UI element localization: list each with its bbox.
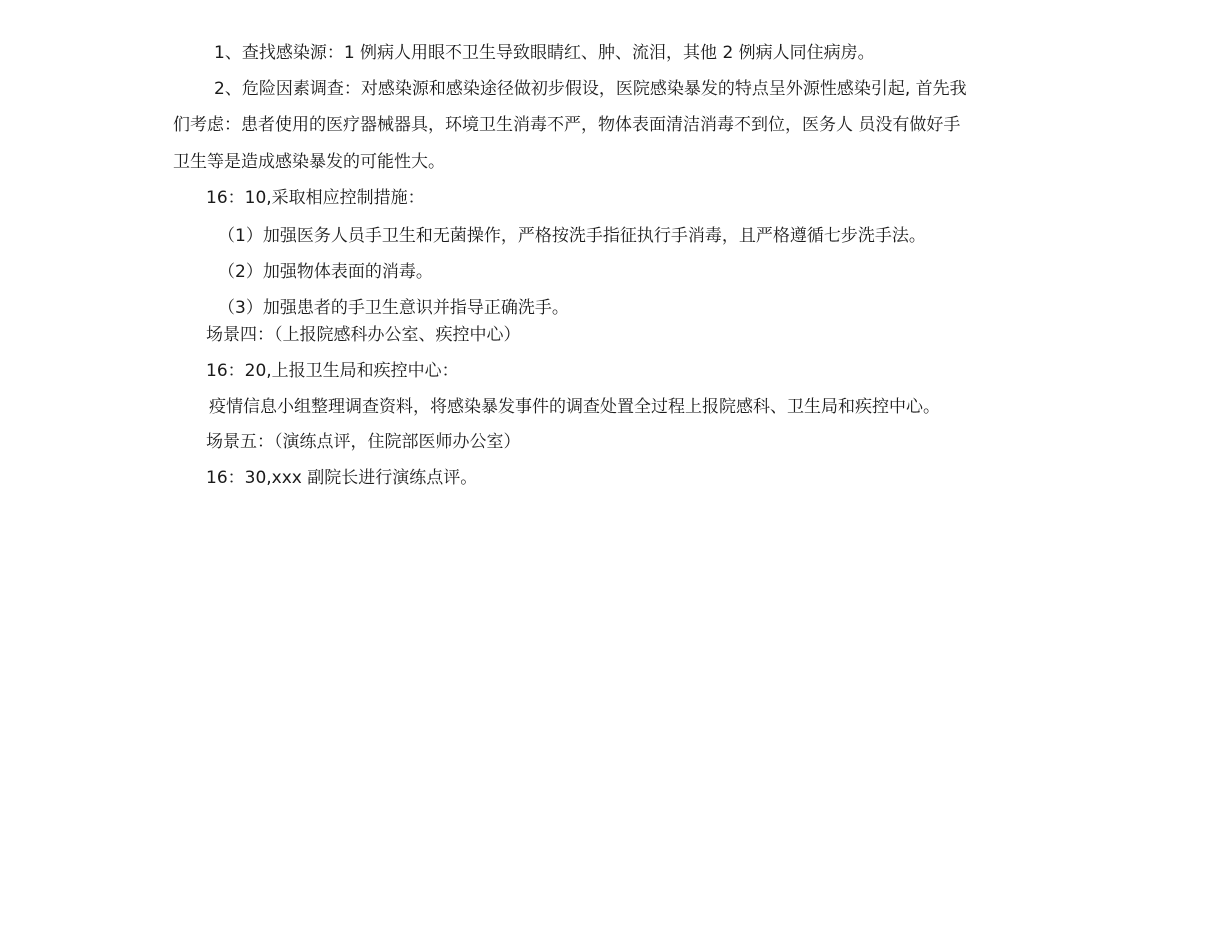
scene-four-time: 16：20,上报卫生局和疾控中心：	[206, 361, 459, 381]
paragraph-risk-factors-line-1: 2、危险因素调查：对感染源和感染途径做初步假设，医院感染暴发的特点呈外源性感染引起, 首先我	[214, 79, 967, 99]
paragraph-control-measures-heading: 16：10,采取相应控制措施：	[206, 188, 425, 208]
paragraph-risk-factors-line-2: 们考虑：患者使用的医疗器械器具，环境卫生消毒不严，物体表面清洁消毒不到位，医务人 员没有做好手	[173, 115, 961, 135]
scene-four-heading: 场景四：（上报院感科办公室、疾控中心）	[206, 325, 521, 345]
paragraph-infection-source: 1、查找感染源：1 例病人用眼不卫生导致眼睛红、肿、流泪，其他 2 例病人同住病房。	[214, 43, 875, 63]
scene-four-body: 疫情信息小组整理调查资料，将感染暴发事件的调查处置全过程上报院感科、卫生局和疾控中心。	[209, 397, 940, 417]
scene-five-heading: 场景五：（演练点评，住院部医师办公室）	[206, 432, 521, 452]
measure-item-3: （3）加强患者的手卫生意识并指导正确洗手。	[218, 298, 569, 318]
paragraph-risk-factors-line-3: 卫生等是造成感染暴发的可能性大。	[173, 152, 445, 172]
scene-five-time: 16：30,xxx 副院长进行演练点评。	[206, 468, 478, 488]
measure-item-2: （2）加强物体表面的消毒。	[218, 262, 433, 282]
measure-item-1: （1）加强医务人员手卫生和无菌操作，严格按洗手指征执行手消毒，且严格遵循七步洗手法。	[218, 226, 926, 246]
